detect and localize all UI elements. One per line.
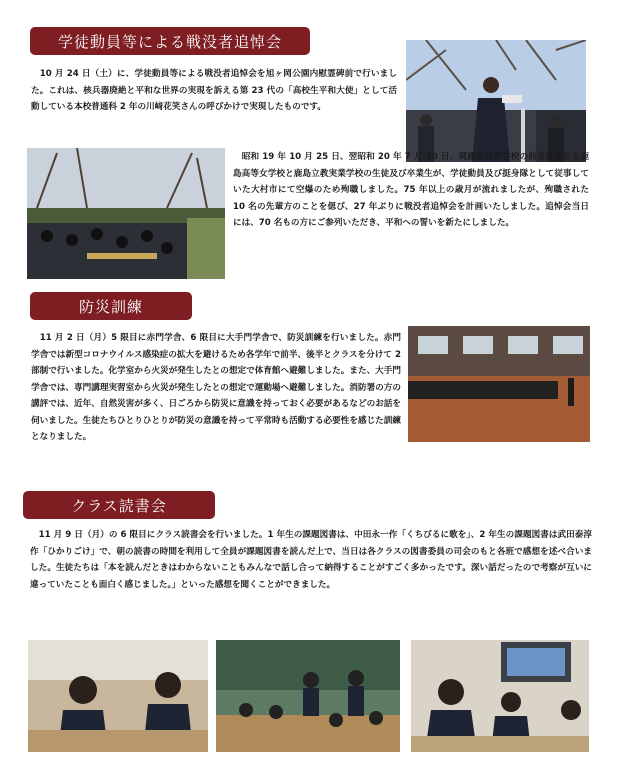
photo-memorial-gathering — [27, 148, 225, 279]
memorial-paragraph-2: 昭和 19 年 10 月 25 日、翌昭和 20 年 7 月 30 日、現鹿島高等学校の前身にあたる鹿島高等女学校と鹿島立教実業学校の生徒及び卒業生が、学徒動員及び挺身隊として従事していた大村市にて空爆のため殉職しました。75 年以上の歳月が流れましたが、殉職された 10 名の先輩方のことを偲び、27 年ぶりに戦没者追悼会を計画いたしました。追悼会当日には、70 名もの方にご参列いただき、平和への誓いを新たにしました。 — [233, 152, 589, 228]
section-title: クラス読書会 — [71, 496, 167, 515]
section-header-disaster-drill — [30, 292, 192, 320]
section-header-reading — [23, 491, 215, 519]
memorial-paragraph-1: 10 月 24 日（土）に、学徒動員等による戦没者追悼会を旭ヶ岡公園内慰霊碑前で行いました。これは、核兵器廃絶と平和な世界の実現を訴える第 23 代の「高校生平和大使」として活動している本校普通科 2 年の川﨑花笑さんの呼びかけで実現したものです。 — [31, 69, 397, 112]
photo-reading-students-2 — [216, 640, 400, 752]
photo-gym-evacuation — [408, 326, 590, 442]
photo-reading-students-3 — [411, 640, 589, 752]
reading-paragraph: 11 月 9 日（月）の 6 限目にクラス読書会を行いました。1 年生の課題図書は、中田永一作「くちびるに歌を」、2 年生の課題図書は武田泰淳作「ひかりごけ」で、朝の読書の時間を利用して全員が課題図書を読んだ上で、当日は各クラスの図書委員の司会のもと各班で感想を述べ合いました。生徒たちは「本を読んだときはわからないこともみんなで話し合って納得することがすごく多かったです。深い話だったので考察が互いに違っていたことも面白く感じました。」といった感想を聞くことができました。 — [30, 530, 592, 590]
photo-student-speech — [406, 40, 586, 162]
section-title: 防災訓練 — [78, 297, 143, 316]
photo-reading-students-1 — [28, 640, 208, 752]
section-header-memorial — [30, 27, 310, 55]
section-title: 学徒動員等による戦没者追悼会 — [57, 32, 282, 51]
drill-paragraph: 11 月 2 日（月）5 限目に赤門学舎、6 限目に大手門学舎で、防災訓練を行いました。赤門学舎では新型コロナウイルス感染症の拡大を避けるため各学年で前半、後半とクラスを分けて 2 部制で行いました。化学室から火災が発生したとの想定で体育館へ避難しました。また、大手門学舎では、専門講理実習室から火災が発生したとの想定で運動場へ避難しました。消防署の方の講評では、近年、自然災害が多く、日ごろから防災に意識を持っておく必要があるなどのお話を伺いました。生徒たちひとりひとりが防災の意識を持って平常時も活動する必要性を感じた訓練となりました。 — [31, 333, 401, 442]
